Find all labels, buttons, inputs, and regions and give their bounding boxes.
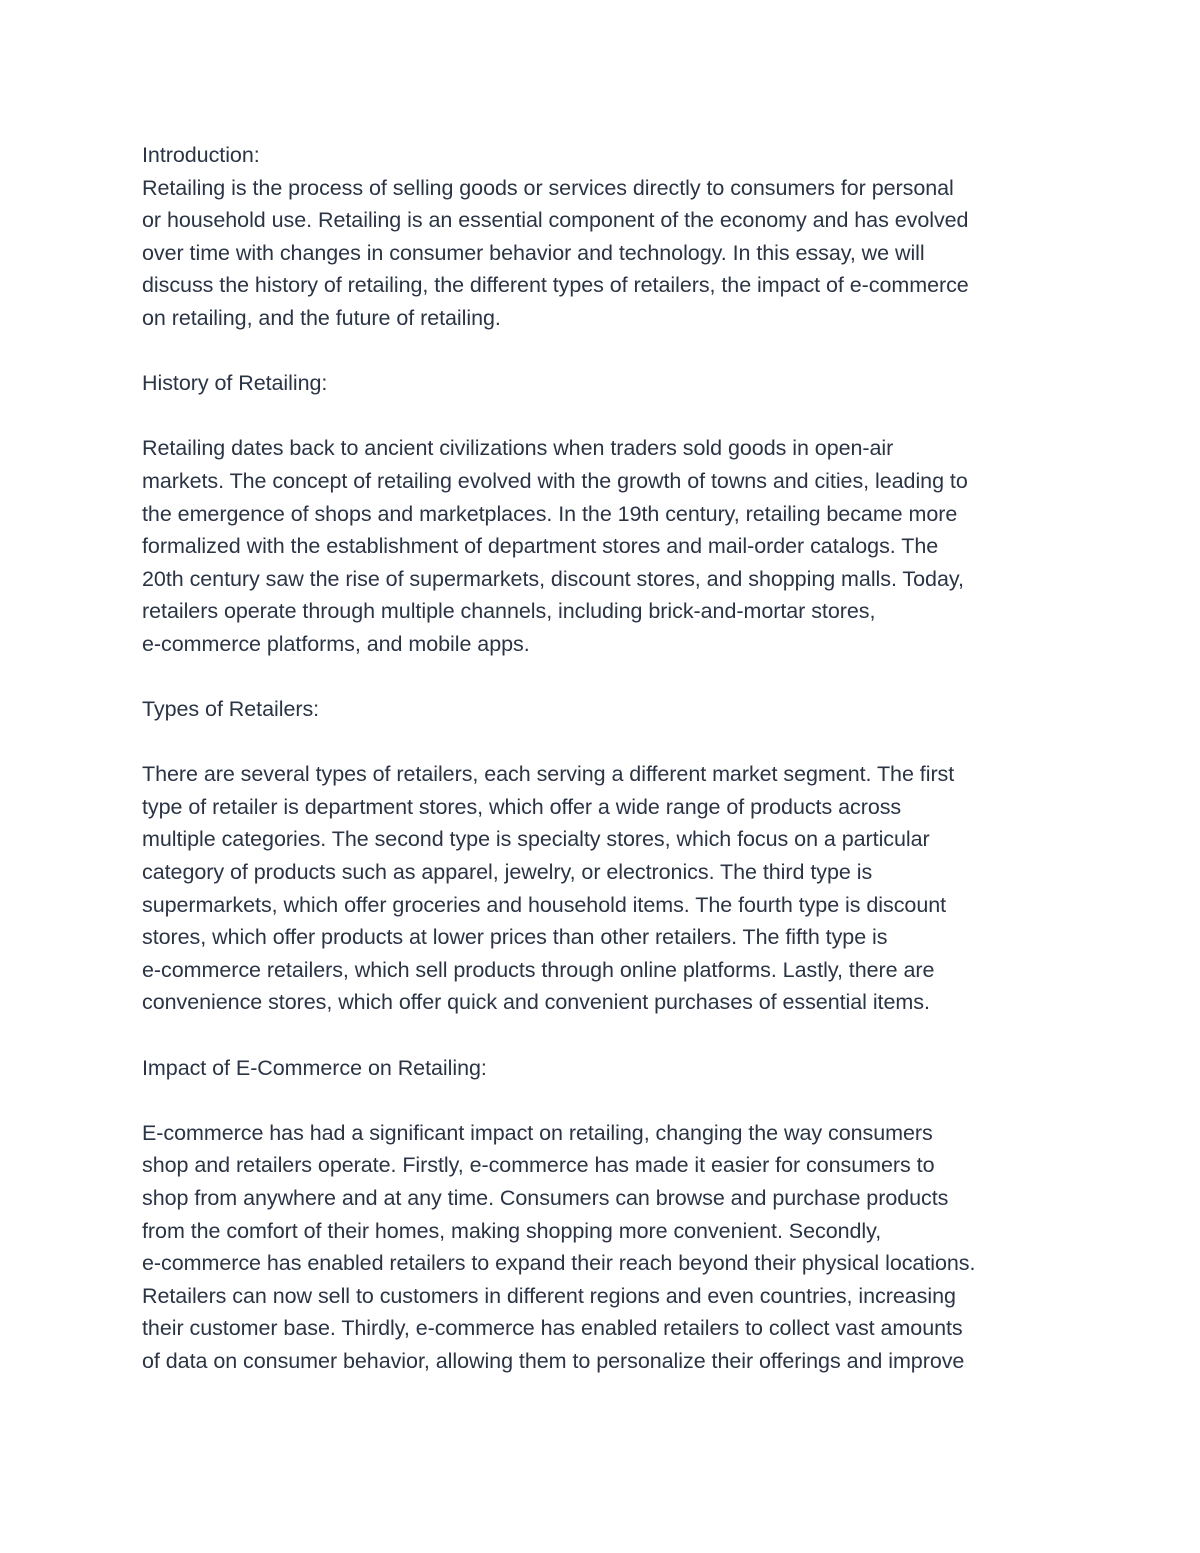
text-line: over time with changes in consumer behavior and technology. In this essay, we will: [142, 240, 925, 265]
text-line: e-commerce has enabled retailers to expand their reach beyond their physical locations.: [142, 1251, 976, 1276]
document-body: [142, 139, 1072, 1378]
text-line: convenience stores, which offer quick and convenient purchases of essential items.: [142, 990, 930, 1015]
heading-types: Types of Retailers:: [142, 697, 320, 722]
text-line: multiple categories. The second type is specialty stores, which focus on a particular: [142, 827, 930, 852]
paragraph-gap: [142, 1019, 1072, 1052]
text-line: from the comfort of their homes, making shopping more convenient. Secondly,: [142, 1218, 882, 1243]
text-line: Retailing dates back to ancient civilizations when traders sold goods in open-air: [142, 436, 894, 461]
text-line: shop and retailers operate. Firstly, e-commerce has made it easier for consumers to: [142, 1153, 935, 1178]
text-line: or household use. Retailing is an essential component of the economy and has evolved: [142, 208, 969, 233]
text-line: E-commerce has had a significant impact on retailing, changing the way consumers: [142, 1120, 933, 1145]
text-line: e-commerce platforms, and mobile apps.: [142, 631, 530, 656]
text-line: e-commerce retailers, which sell products through online platforms. Lastly, there are: [142, 957, 935, 982]
heading-impact: Impact of E-Commerce on Retailing:: [142, 1055, 487, 1080]
heading-introduction: Introduction:: [142, 143, 260, 167]
paragraph-gap: [142, 335, 1072, 368]
text-line: markets. The concept of retailing evolved with the growth of towns and cities, leading to: [142, 468, 968, 493]
text-line: on retailing, and the future of retailing.: [142, 305, 501, 330]
text-line: retailers operate through multiple channels, including brick-and-mortar stores,: [142, 599, 876, 624]
text-line: their customer base. Thirdly, e-commerce has enabled retailers to collect vast amounts: [142, 1316, 963, 1341]
text-line: type of retailer is department stores, which offer a wide range of products across: [142, 794, 902, 819]
text-line: discuss the history of retailing, the different types of retailers, the impact of e-commerce: [142, 273, 969, 298]
paragraph-gap: [142, 1084, 1072, 1117]
paragraph-gap: [142, 726, 1072, 759]
text-line: Retailing is the process of selling goods or services directly to consumers for personal: [142, 175, 954, 200]
text-line: There are several types of retailers, each serving a different market segment. The first: [142, 762, 955, 787]
text-line: of data on consumer behavior, allowing them to personalize their offerings and improve: [142, 1348, 965, 1373]
text-line: the emergence of shops and marketplaces. In the 19th century, retailing became more: [142, 501, 958, 526]
paragraph-gap: [142, 661, 1072, 694]
text-line: supermarkets, which offer groceries and household items. The fourth type is discount: [142, 892, 947, 917]
text-line: stores, which offer products at lower prices than other retailers. The fifth type is: [142, 925, 888, 950]
text-line: formalized with the establishment of department stores and mail-order catalogs. The: [142, 534, 939, 559]
text-line: 20th century saw the rise of supermarkets, discount stores, and shopping malls. Today,: [142, 566, 964, 591]
heading-history: History of Retailing:: [142, 371, 328, 396]
text-line: category of products such as apparel, jewelry, or electronics. The third type is: [142, 860, 873, 885]
text-line: shop from anywhere and at any time. Consumers can browse and purchase products: [142, 1186, 949, 1210]
paragraph-gap: [142, 400, 1072, 433]
text-line: Retailers can now sell to customers in different regions and even countries, increasing: [142, 1283, 956, 1308]
